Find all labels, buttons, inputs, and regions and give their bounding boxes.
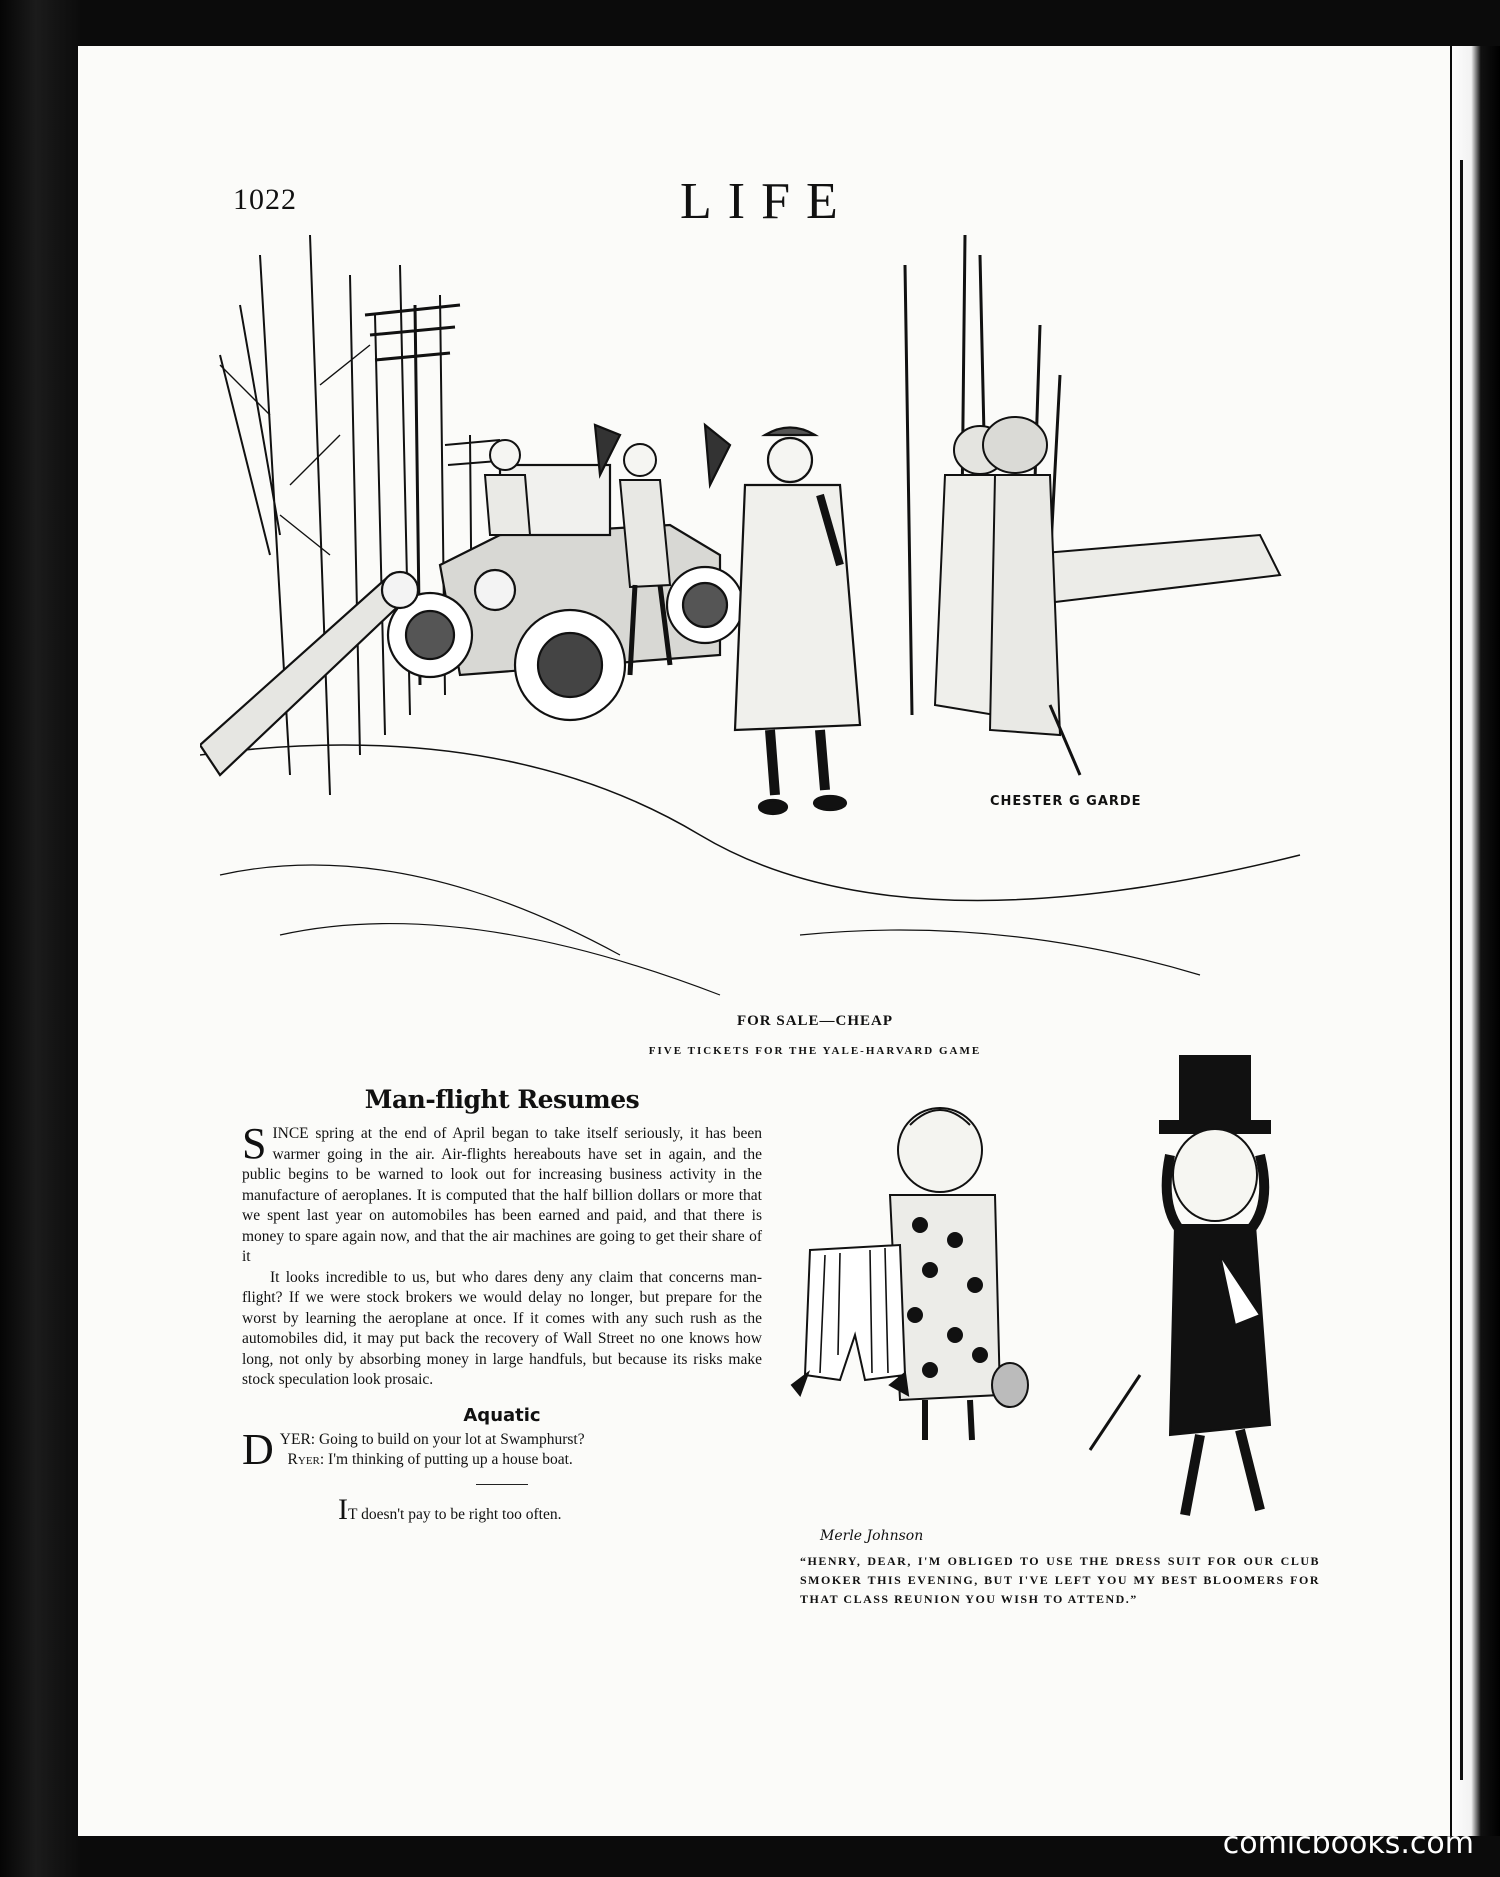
aquatic-dialogue bbox=[242, 1424, 762, 1474]
site-watermark: comicbooks.com bbox=[1222, 1826, 1474, 1861]
aquatic-dropcap: D bbox=[242, 1424, 274, 1474]
article-paragraph-2: It looks incredible to us, but who dares deny any claim that concerns man-flight? If we were stock brokers we would delay no longer, but prepare for the worst by learning the aeroplane at once. If it comes with any such rush as the automobiles did, it may put back the recovery of Wall Street no one knows how long, not only by absorbing money in large handfuls, but because its risks make stock speculation look prosaic. bbox=[242, 1268, 762, 1388]
cartoon-caption: “HENRY, DEAR, I'M OBLIGED TO USE THE DRESS SUIT FOR OUR CLUB SMOKER THIS EVENING, BUT I'VE LEFT YOU MY BEST BLOOMERS FOR THAT CLASS REUNION YOU WISH TO ATTEND.” bbox=[800, 1554, 1320, 1606]
article-paragraph-1-text: INCE spring at the end of April began to take itself seriously, it has been warmer going in the air. Air-flights hereabouts have set in again, and the public begins to be warned to look out for increasing business activity in the manufacture of aeroplanes. It is computed that the half billion dollars or more that we spent last year on automobiles has been earned and paid, and that there is money to spare again now, and that the air machines are going to get their share of it bbox=[242, 1125, 762, 1265]
bloomers-cartoon-illustration bbox=[780, 1055, 1340, 1550]
cartoon-signature: Merle Johnson bbox=[820, 1528, 924, 1544]
quip bbox=[242, 1493, 762, 1527]
quip-dropcap: I bbox=[338, 1492, 348, 1526]
article-man-flight bbox=[242, 1085, 762, 1527]
spine-line bbox=[1460, 160, 1463, 1780]
aquatic-line-1 bbox=[242, 1430, 762, 1450]
article-title: Man-flight Resumes bbox=[364, 1085, 640, 1114]
quip-text: T doesn't pay to be right too often. bbox=[348, 1505, 562, 1523]
masthead-title: LIFE bbox=[680, 173, 854, 230]
article-paragraph-1 bbox=[242, 1119, 762, 1268]
page-number: 1022 bbox=[233, 183, 297, 216]
illustration-signature: CHESTER G GARDE bbox=[990, 794, 1142, 809]
aquatic-line-2 bbox=[242, 1450, 762, 1470]
divider-rule bbox=[476, 1484, 528, 1485]
aquatic-speaker-1: YER bbox=[279, 1430, 311, 1448]
illustration-caption-title: FOR SALE—CHEAP bbox=[736, 1013, 894, 1029]
scan-border bbox=[0, 0, 80, 1877]
aquatic-title: Aquatic bbox=[463, 1404, 541, 1426]
illustration-caption-subtitle: FIVE TICKETS FOR THE YALE-HARVARD GAME bbox=[648, 1045, 982, 1057]
roadside-automobile-illustration bbox=[200, 235, 1375, 1010]
article-dropcap: S bbox=[242, 1119, 267, 1168]
aquatic-text-2: : I'm thinking of putting up a house boat. bbox=[319, 1450, 573, 1468]
aquatic-speaker-2: Ryer bbox=[287, 1450, 320, 1468]
aquatic-text-1: : Going to build on your lot at Swamphurst? bbox=[310, 1430, 585, 1448]
